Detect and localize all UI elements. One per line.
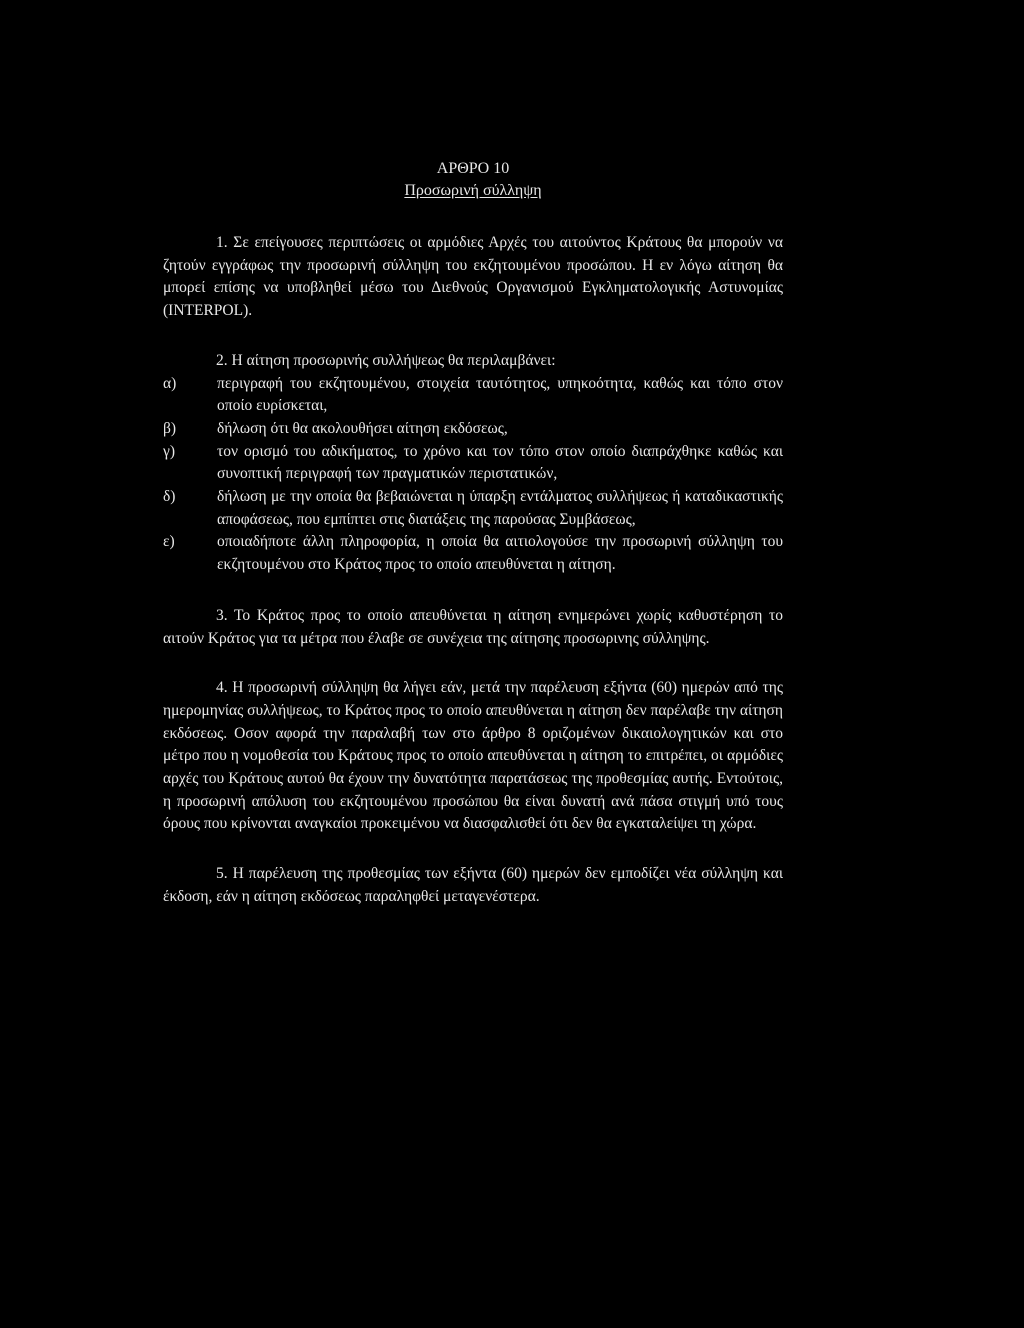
document-page (163, 158, 783, 909)
list-item-text: τον ορισμό του αδικήματος, το χρόνο και τον τόπο στον οποίο διαπράχθηκε καθώς και συνοπτική περιγραφή των πραγματικών περιστατικών, (217, 442, 783, 483)
list-item-text: δήλωση με την οποία θα βεβαιώνεται η ύπαρξη εντάλματος συλλήψεως ή καταδικαστικής αποφάσεως, που εμπίπτει στις διατάξεις της παρούσας Συμβάσεως, (217, 488, 783, 528)
paragraph-4: 4. Η προσωρινή σύλληψη θα λήγει εάν, μετά την παρέλευση εξήντα (60) ημερών από της ημερομηνίας συλλήψεως, το Κράτος προς το οποίο απευθύνεται η αίτηση δεν παρέλαβε την αίτηση εκδόσεως. Οσον αφορά την παραλαβή των στο άρθρο 8 οριζομένων δικαιολογητικών και στο μέτρο που η νομοθεσία του Κράτους προς το οποίο απευθύνεται η αίτηση το επιτρέπει, οι αρμόδιες αρχές του Κράτους αυτού θα έχουν την δυνατότητα παρατάσεως της προθεσμίας αυτής. Εντούτοις, η προσωρινή απόλυση του εκζητουμένου προσώπου θα είναι δυνατή ανά πάσα στιγμή υπό τους όρους που κρίνονται αναγκαίοι προκειμένου να διασφαλισθεί ότι δεν θα εγκαταλείψει τη χώρα. (163, 679, 783, 833)
paragraph-1: 1. Σε επείγουσες περιπτώσεις οι αρμόδιες Αρχές του αιτούντος Κράτους θα μπορούν να ζητούν εγγράφως την προσωρινή σύλληψη του εκζητουμένου προσώπου. Η εν λόγω αίτηση θα μπορεί επίσης να υποβληθεί μέσω του Διεθνούς Οργανισμού Εγκληματολογικής Αστυνομίας (INTERPOL). (163, 234, 783, 320)
article-title: ΑΡΘΡΟ 10 (436, 160, 510, 177)
list-item (163, 531, 783, 576)
list-marker: ε) (163, 533, 175, 551)
list-marker: γ) (163, 442, 176, 460)
list-marker: δ) (163, 488, 176, 506)
paragraph-2-intro: 2. Η αίτηση προσωρινής συλλήψεως θα περιλαμβάνει: (216, 351, 556, 369)
list-item (163, 373, 783, 418)
list-item (163, 418, 783, 441)
list-item-text: δήλωση ότι θα ακολουθήσει αίτηση εκδόσεως, (217, 419, 508, 437)
list-marker: α) (163, 374, 177, 392)
list-item-text: οποιαδήποτε άλλη πληροφορία, η οποία θα αιτιολογούσε την προσωρινή σύλληψη του εκζητουμένου στο Κράτος προς το οποίο απευθύνεται η αίτηση. (217, 533, 783, 574)
paragraph-3: 3. Το Κράτος προς το οποίο απευθύνεται η αίτηση ενημερώνει χωρίς καθυστέρηση το αιτούν Κράτος για τα μέτρα που έλαβε σε συνέχεια της αίτησης προσωρινης σύλληψης. (163, 606, 783, 647)
requirements-list (163, 373, 783, 577)
list-marker: β) (163, 419, 177, 437)
article-subtitle: Προσωρινή σύλληψη (404, 182, 542, 199)
paragraph-5: 5. Η παρέλευση της προθεσμίας των εξήντα (60) ημερών δεν εμποδίζει νέα σύλληψη και έκδοση, εάν η αίτηση εκδόσεως παραληφθεί μεταγενέστερα. (163, 865, 783, 905)
list-item-text: περιγραφή του εκζητουμένου, στοιχεία ταυτότητος, υπηκοότητα, καθώς και τόπο στον οποίο ευρίσκεται, (217, 374, 783, 415)
list-item (163, 486, 783, 531)
list-item (163, 441, 783, 486)
